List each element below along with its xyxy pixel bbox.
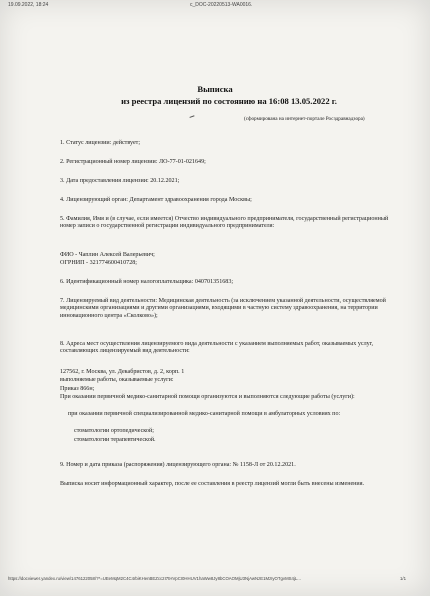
pen-mark: [189, 115, 195, 120]
item-5-fio: ФИО - Чаплин Алексей Валерьевич;: [60, 252, 155, 258]
item-1-status: 1. Статус лицензии: действует;: [60, 140, 141, 146]
doc-subtitle: из реестра лицензий по состоянию на 16:08 13.05.2022 г.: [121, 96, 337, 106]
item-8-service-therapeutic: стоматологии терапевтической.: [74, 437, 156, 443]
print-file-title: c_DOC-20220513-WA0016.: [190, 2, 253, 8]
formed-note: (сформирована на интернет-портале Росздравнадзора): [244, 116, 365, 122]
item-7-activity: 7. Лицензируемый вид деятельности: Медицинская деятельность (за исключением указанной деятельности, осуществляемой медицинскими организациями и другими организациями, входящими в частную систему здравоохранения, на территории инновационного центра «Сколково»);: [60, 298, 386, 319]
item-5-owner: 5. Фамилия, Имя и (в случае, если имеется) Отчество индивидуального предпринимателя, государственный регистрационный номер записи о государственной регистрации индивидуального предпринимателя:: [60, 216, 389, 230]
item-8-primary-care: При оказании первичной медико-санитарной помощи организуются и выполняются следующие работы (услуги):: [60, 394, 355, 400]
item-8-addresses: 8. Адреса мест осуществления лицензируемого вида деятельности с указанием выполняемых работ, оказываемых услуг, составляющих лицензируемый вид деятельности:: [60, 341, 374, 355]
item-4-authority: 4. Лицензирующий орган: Департамент здравоохранения города Москвы;: [60, 197, 252, 203]
item-8-service-orthopedic: стоматологии ортопедической;: [74, 428, 154, 434]
print-url: https://docviewer.yandex.ru/view/1476122058/?*=UEeMqM2C4C4rbiKHenBEZcc2I7tHVpCI0HHUV1haWw8Jy8bCOAOMjU3NjAwNzE1MzIyOTgvMS4jL...: [8, 576, 301, 581]
item-6-inn: 6. Идентификационный номер налогоплательщика: 040701351683;: [60, 279, 234, 285]
item-2-reg-number: 2. Регистрационный номер лицензии: ЛО-77-01-021649;: [60, 159, 206, 165]
print-page-count: 1/1: [400, 576, 406, 581]
item-5-ogrnip: ОГРНИП - 321774600410728;: [60, 260, 137, 266]
item-8-address: 127562, г. Москва, ул. Декабристов, д. 2, корп. 1: [60, 369, 185, 375]
item-8-works-label: выполняемые работы, оказываемые услуги:: [60, 377, 174, 383]
item-3-date: 3. Дата предоставления лицензии: 20.12.2021;: [60, 178, 180, 184]
disclaimer: Выписка носит информационный характер, после ее составления в реестр лицензий могли быть внесены изменения.: [60, 481, 365, 487]
item-8-specialized-care: при оказании первичной специализированной медико-санитарной помощи в амбулаторных условиях по:: [68, 411, 341, 417]
item-9-order-number: 9. Номер и дата приказа (распоряжения) лицензирующего органа: № 1158-Л от 20.12.2021.: [60, 462, 296, 468]
doc-title: Выписка: [197, 84, 233, 94]
print-datetime: 19.09.2022, 18:24: [8, 2, 49, 8]
item-8-order: Приказ 866н;: [60, 386, 95, 392]
